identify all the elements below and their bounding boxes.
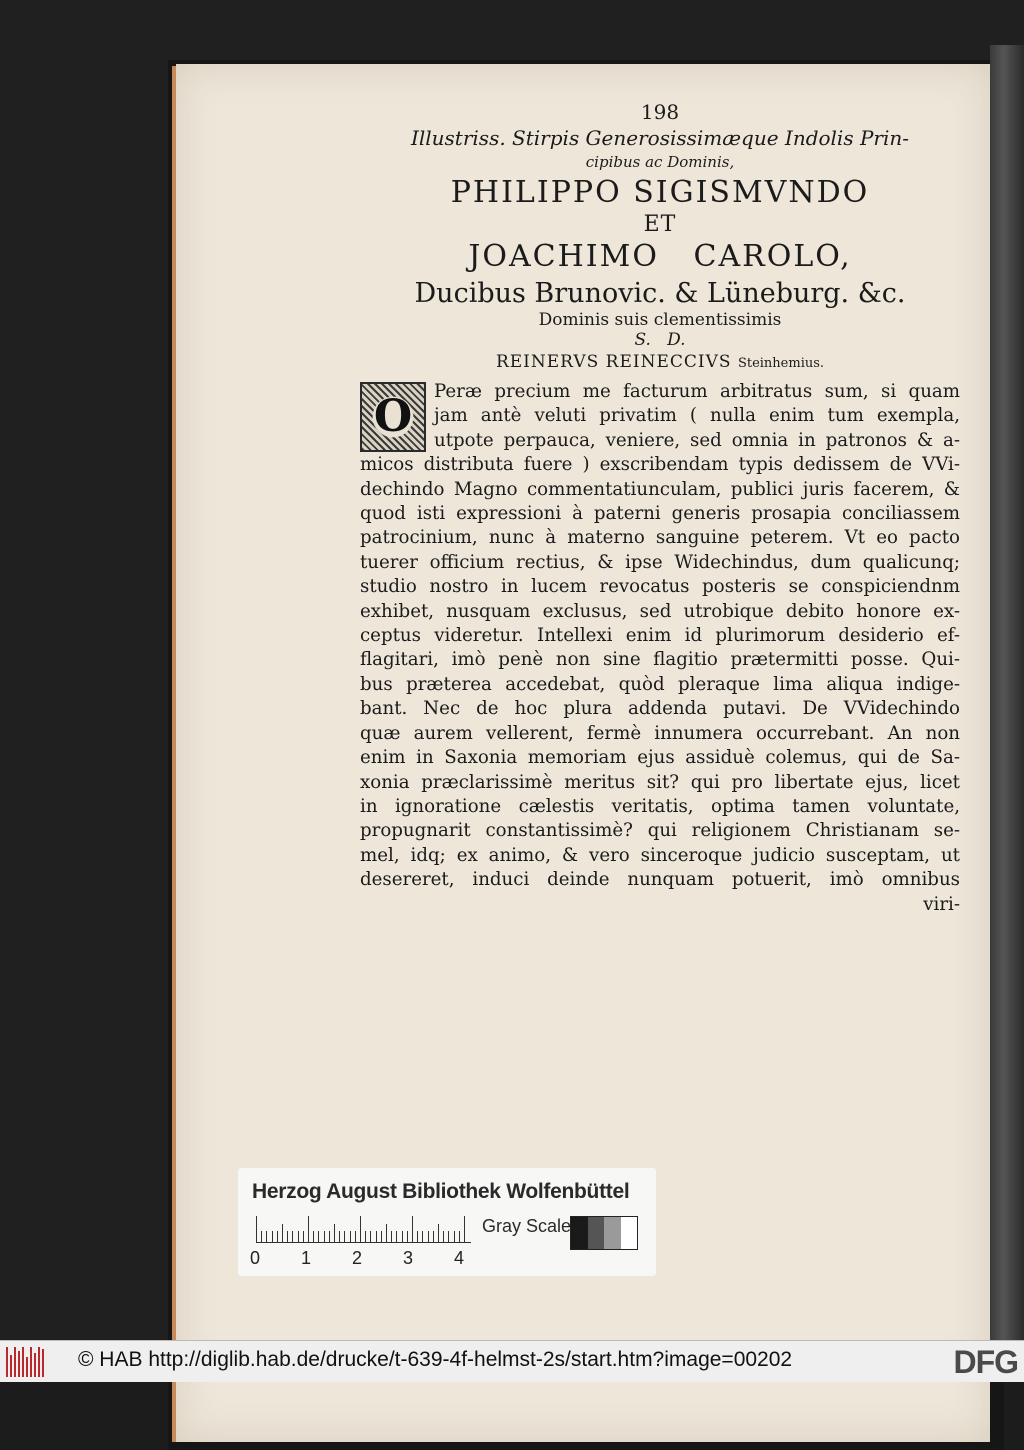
conjunction-et: ET [643,212,677,237]
author-name: REINERVS REINECCIVS [495,352,732,372]
logo-bar [18,1351,20,1377]
logo-bar [6,1347,8,1377]
logo-bar [34,1353,36,1377]
initial-letter: O [362,384,424,450]
logo-bar [42,1349,44,1377]
ruler-tick [443,1231,444,1242]
copyright-url[interactable]: © HAB http://diglib.hab.de/drucke/t-639-4f-helmst-2s/start.htm?image=00202 [78,1348,793,1371]
text-line: bus præterea accedebat, quòd pleraque lima aliqua indige- [360,673,960,695]
text-line: quod isti expressioni à paterni generis prosapia conciliassem [360,503,960,525]
text-line: utpote perpauca, veniere, sed omnia in patronos & a- [434,429,960,451]
author-suffix: Steinhemius. [737,356,825,371]
ruler-number: 1 [301,1248,312,1268]
ruler-tick [313,1231,314,1242]
ruler-tick [324,1231,325,1242]
ducibus-line: Ducibus Brunovic. & Lüneburg. &c. [414,278,906,309]
text-line: studio nostro in lucem revocatus posteris se conspiciendnm [360,576,960,598]
ruler-tick [282,1224,283,1242]
ruler-number: 0 [250,1248,261,1268]
ruler-tick [261,1231,262,1242]
logo-bar [14,1347,16,1377]
ruler-tick [266,1231,267,1242]
ruler-tick [298,1231,299,1242]
dedication-heading-line1: Illustriss. Stirpis Generosissimæque Indolis Prin- [410,126,910,150]
decorated-initial [360,382,426,452]
text-line: patrocinium, nunc à materno sanguine peterem. Vt eo pacto [360,527,960,549]
ruler-tick [396,1231,397,1242]
gray-swatch [604,1217,621,1249]
ruler-number: 2 [352,1248,363,1268]
text-line: quæ aurem vellerent, fermè innumera occurrebant. An non [360,722,960,744]
ruler-tick [417,1231,418,1242]
ruler-tick [412,1216,413,1242]
ruler-tick [402,1231,403,1242]
ruler-tick [344,1231,345,1242]
page-number: 198 [640,100,680,124]
ruler-tick [422,1231,423,1242]
ruler-tick [350,1231,351,1242]
catchword: viri- [923,893,960,915]
author-line [360,350,960,376]
ruler-tick [428,1231,429,1242]
dfg-logo: DFG [953,1344,1018,1380]
ruler-tick [407,1231,408,1242]
ruler-tick [370,1231,371,1242]
cm-ruler [256,1216,471,1243]
ruler-tick [438,1224,439,1242]
body-text [360,380,960,917]
text-line: jam antè veluti privatim ( nulla enim tum exempla, [434,405,960,427]
dedicatee-name-1: PHILIPPO SIGISMVNDO [450,175,870,210]
ruler-tick [376,1231,377,1242]
library-color-card [238,1168,656,1276]
ruler-tick [256,1216,257,1242]
text-line: ceptus videretur. Intellexi enim id plurimorum desiderio ef- [360,625,960,647]
text-line: dechindo Magno commentatiunculam, publici juris facerem, & [360,478,960,500]
text-line: micos distributa fuere ) exscribendam typis dedissem de VVi- [360,454,960,476]
ruler-numbers [250,1248,480,1272]
text-line: flagitari, imò penè non sine flagitio prætermitti posse. Qui- [360,649,960,671]
ruler-tick [391,1231,392,1242]
gray-swatch [571,1217,588,1249]
ruler-tick [454,1231,455,1242]
library-name: Herzog August Bibliothek Wolfenbüttel [252,1180,630,1203]
ruler-tick [272,1231,273,1242]
page-text [360,100,960,917]
logo-bar [26,1357,28,1377]
gray-swatch [588,1217,605,1249]
footer-bar [0,1340,1024,1382]
ruler-tick [292,1231,293,1242]
text-line: in ignoratione cælestis veritatis, optima tamen voluntate, [360,795,960,817]
text-line: tuerer officium rectius, & ipse Widechindus, dum qualicunq; [360,551,960,573]
ruler-tick [386,1224,387,1242]
text-line: desereret, induci deinde nunquam potuerit, imò omnibus [360,869,960,891]
ruler-tick [381,1231,382,1242]
dominis-line: Dominis suis clementissimis [538,310,782,330]
gray-swatch [621,1217,638,1249]
dedicatee-name-2: JOACHIMO CAROLO, [468,239,852,274]
ruler-tick [329,1231,330,1242]
ruler-tick [318,1231,319,1242]
ruler-tick [360,1216,361,1242]
ruler-tick [339,1231,340,1242]
text-line: mel, idq; ex animo, & vero sinceroque judicio susceptam, ut [360,844,960,866]
ruler-number: 3 [403,1248,414,1268]
logo-bar [22,1347,24,1377]
ruler-tick [277,1231,278,1242]
logo-bar [30,1347,32,1377]
text-line: Peræ precium me facturum arbitratus sum, si quam [434,381,960,402]
gray-scale-label: Gray Scale [482,1216,572,1236]
gray-scale-swatches [570,1216,638,1250]
ruler-tick [365,1231,366,1242]
ruler-tick [459,1231,460,1242]
text-line: exhibet, nusquam exclusus, sed utrobique debito honore ex- [360,600,960,622]
ruler-tick [287,1231,288,1242]
logo-bar [10,1355,12,1377]
ruler-tick [448,1231,449,1242]
facing-page-edge [990,45,1024,1340]
ruler-tick [334,1224,335,1242]
ruler-number: 4 [454,1248,465,1268]
text-line: propugnarit constantissimè? qui religionem Christianam se- [360,820,960,842]
ruler-tick [308,1216,309,1242]
ruler-tick [303,1231,304,1242]
text-line: enim in Saxonia memoriam ejus assiduè colemus, qui de Sa- [360,747,960,769]
ruler-tick [355,1231,356,1242]
salutem-dicit: S. D. [634,330,686,350]
text-line: xonia præclarissimè meritus sit? qui pro libertate ejus, licet [360,771,960,793]
text-line: bant. Nec de hoc plura addenda putavi. De VVidechindo [360,698,960,720]
logo-bar [38,1347,40,1377]
ruler-tick [464,1216,465,1242]
dedication-heading-line2: cipibus ac Dominis, [585,153,735,171]
hab-logo-icon [6,1347,46,1377]
ruler-tick [433,1231,434,1242]
